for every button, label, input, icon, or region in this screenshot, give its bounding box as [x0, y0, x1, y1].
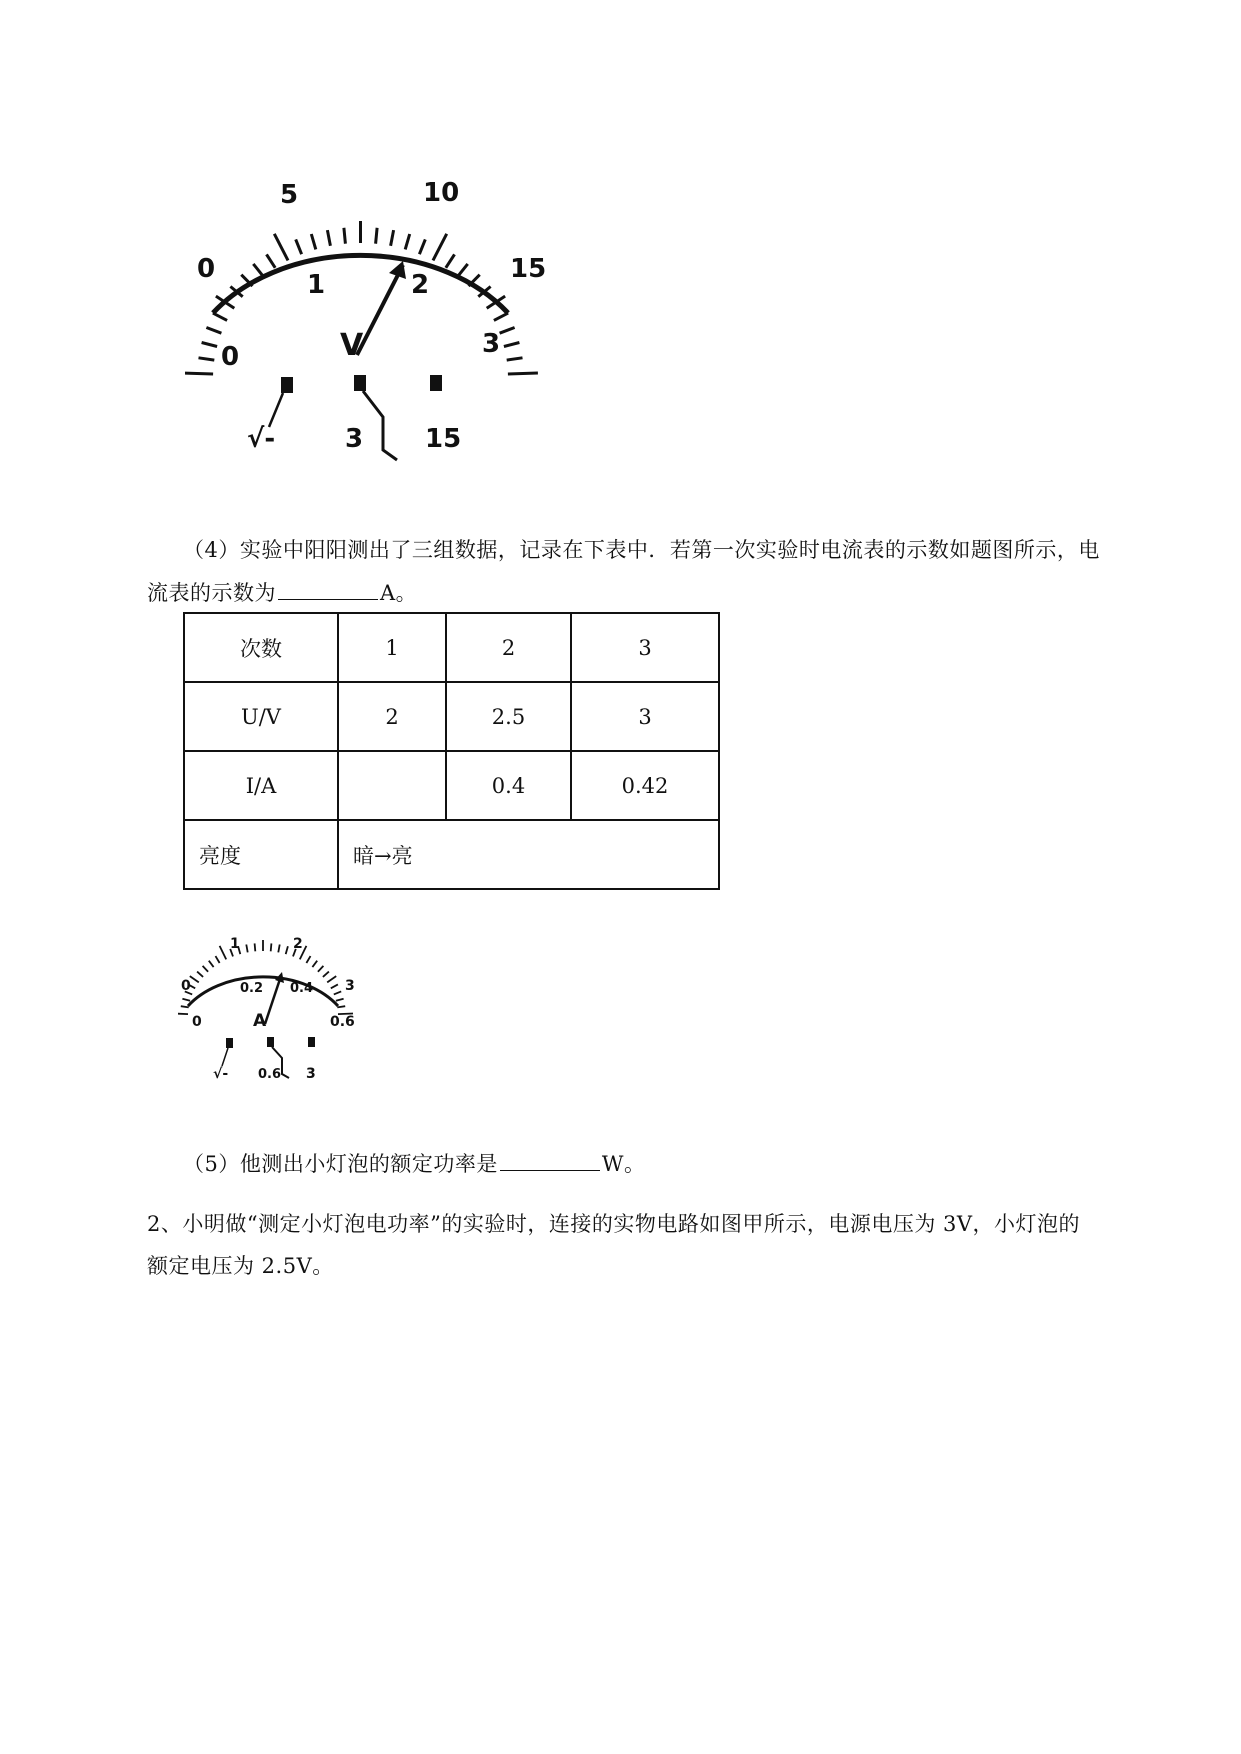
dial-tick — [199, 358, 215, 360]
table-cell: I/A — [184, 751, 338, 820]
dial-tick — [220, 946, 227, 960]
ammeter-terminal-0.6: 0.6 — [258, 1067, 282, 1082]
dial-tick — [405, 234, 410, 249]
ammeter-lower-label-0: 0 — [192, 1014, 202, 1030]
ammeter-upper-label-1: 1 — [230, 936, 240, 952]
dial-tick — [181, 1006, 189, 1007]
voltmeter-terminal-negative: √- — [247, 424, 276, 454]
voltmeter-figure — [185, 165, 565, 475]
table-cell: 亮度 — [184, 820, 338, 889]
dial-tick — [494, 313, 508, 320]
dial-tick — [336, 999, 344, 1001]
dial-tick — [278, 945, 279, 953]
dial-tick — [323, 972, 329, 977]
voltmeter-lower-label-0: 0 — [221, 342, 240, 372]
dial-tick — [197, 972, 203, 977]
dial-tick — [213, 313, 227, 320]
ammeter-terminal-post-3 — [308, 1037, 315, 1047]
dial-tick — [458, 264, 468, 277]
dial-tick — [202, 343, 218, 347]
table-cell: 次数 — [184, 613, 338, 682]
ammeter-symbol: A — [253, 1011, 267, 1031]
question-5 — [183, 1146, 1183, 1182]
dial-tick — [253, 264, 263, 277]
dial-tick — [508, 373, 538, 374]
dial-tick — [446, 254, 455, 267]
ammeter-terminal-post-negative — [226, 1038, 233, 1048]
ammeter-terminal-post-0.6 — [267, 1037, 274, 1047]
ammeter-lower-label-0.2: 0.2 — [240, 981, 264, 996]
dial-tick — [312, 961, 317, 967]
voltmeter-wire-3 — [363, 391, 397, 460]
dial-tick — [255, 943, 256, 951]
table-cell — [338, 751, 446, 820]
dial-tick — [500, 328, 515, 334]
ammeter-lower-label-0.4: 0.4 — [290, 981, 314, 996]
voltmeter-terminal-post-15 — [430, 375, 442, 391]
table-cell: 0.42 — [571, 751, 719, 820]
table-cell: U/V — [184, 682, 338, 751]
dial-tick — [182, 999, 190, 1001]
dial-tick — [306, 956, 310, 963]
question-4-prompt: 流表的示数为 — [147, 581, 276, 605]
question-5-prompt: （5）他测出小灯泡的额定功率是 — [183, 1152, 498, 1176]
dial-tick — [296, 239, 302, 254]
dial-tick — [337, 1006, 345, 1007]
table-row — [184, 613, 719, 682]
voltmeter-lower-label-1: 1 — [307, 270, 326, 300]
table-row — [184, 820, 719, 889]
voltmeter-terminal-15: 15 — [425, 424, 462, 454]
dial-tick — [274, 234, 288, 261]
dial-tick — [331, 984, 338, 988]
dial-tick — [203, 966, 209, 972]
question-5-unit: W。 — [601, 1152, 646, 1176]
voltmeter-symbol: V — [340, 328, 364, 363]
voltmeter-wire-negative — [269, 393, 283, 427]
ammeter-terminal-3: 3 — [306, 1066, 316, 1082]
table-cell: 3 — [571, 613, 719, 682]
table-cell: 1 — [338, 613, 446, 682]
table-row — [184, 682, 719, 751]
dial-tick — [391, 230, 394, 246]
dial-tick — [311, 234, 316, 249]
dial-tick — [376, 228, 378, 244]
dial-tick — [185, 373, 213, 374]
dial-tick — [419, 239, 425, 254]
table-row — [184, 751, 719, 820]
question-4-line-2 — [147, 575, 1147, 611]
dial-tick — [178, 1014, 188, 1015]
dial-tick — [433, 234, 447, 261]
dial-tick — [209, 961, 214, 967]
ammeter-dial-arc — [178, 940, 353, 1014]
power-answer-blank[interactable] — [500, 1146, 600, 1171]
ammeter-upper-label-0: 0 — [181, 978, 191, 994]
table-cell: 2 — [338, 682, 446, 751]
question-4-unit: A。 — [380, 581, 418, 605]
ammeter-terminal-negative: √- — [213, 1066, 229, 1082]
voltmeter-terminal-post-3 — [354, 375, 366, 391]
dial-tick — [190, 976, 199, 982]
data-table — [183, 612, 720, 890]
voltmeter-upper-label-0: 0 — [197, 254, 216, 284]
dial-tick — [344, 228, 346, 244]
question-2-line-2: 额定电压为 2.5V。 — [147, 1254, 334, 1278]
dial-tick — [286, 946, 288, 954]
voltmeter-upper-label-15: 15 — [510, 254, 547, 284]
voltmeter-lower-label-2: 2 — [411, 270, 430, 300]
voltmeter-lower-label-3: 3 — [482, 329, 501, 359]
dial-tick — [271, 943, 272, 951]
dial-tick — [327, 230, 330, 246]
voltmeter-needle — [357, 265, 403, 355]
table-cell: 暗→亮 — [338, 820, 719, 889]
voltmeter-terminal-post-negative — [281, 377, 293, 393]
ammeter-upper-label-2: 2 — [293, 936, 303, 952]
dial-tick — [334, 991, 341, 994]
voltmeter-upper-label-10: 10 — [423, 178, 460, 208]
dial-tick — [246, 945, 247, 953]
voltmeter-terminal-3: 3 — [345, 424, 364, 454]
current-answer-blank[interactable] — [278, 575, 378, 600]
dial-tick — [267, 254, 276, 267]
ammeter-upper-label-3: 3 — [345, 978, 355, 994]
question-4-line-1: （4）实验中阳阳测出了三组数据，记录在下表中．若第一次实验时电流表的示数如题图所示，电 — [183, 538, 1100, 562]
dial-tick — [504, 343, 520, 347]
dial-tick — [318, 966, 324, 972]
dial-tick — [206, 328, 221, 334]
table-cell: 2.5 — [446, 682, 571, 751]
ammeter-lower-label-0.6: 0.6 — [330, 1014, 355, 1030]
table-cell: 3 — [571, 682, 719, 751]
ammeter-needle — [265, 976, 281, 1024]
dial-tick — [507, 358, 523, 360]
voltmeter-upper-label-5: 5 — [280, 180, 299, 210]
dial-tick — [216, 956, 220, 963]
dial-tick — [327, 976, 336, 982]
table-cell: 2 — [446, 613, 571, 682]
ammeter-figure — [178, 928, 378, 1098]
ammeter-wire-negative — [222, 1048, 228, 1066]
table-cell: 0.4 — [446, 751, 571, 820]
question-2-line-1: 2、小明做“测定小灯泡电功率”的实验时，连接的实物电路如图甲所示，电源电压为 3V，小灯泡的 — [147, 1212, 1081, 1236]
